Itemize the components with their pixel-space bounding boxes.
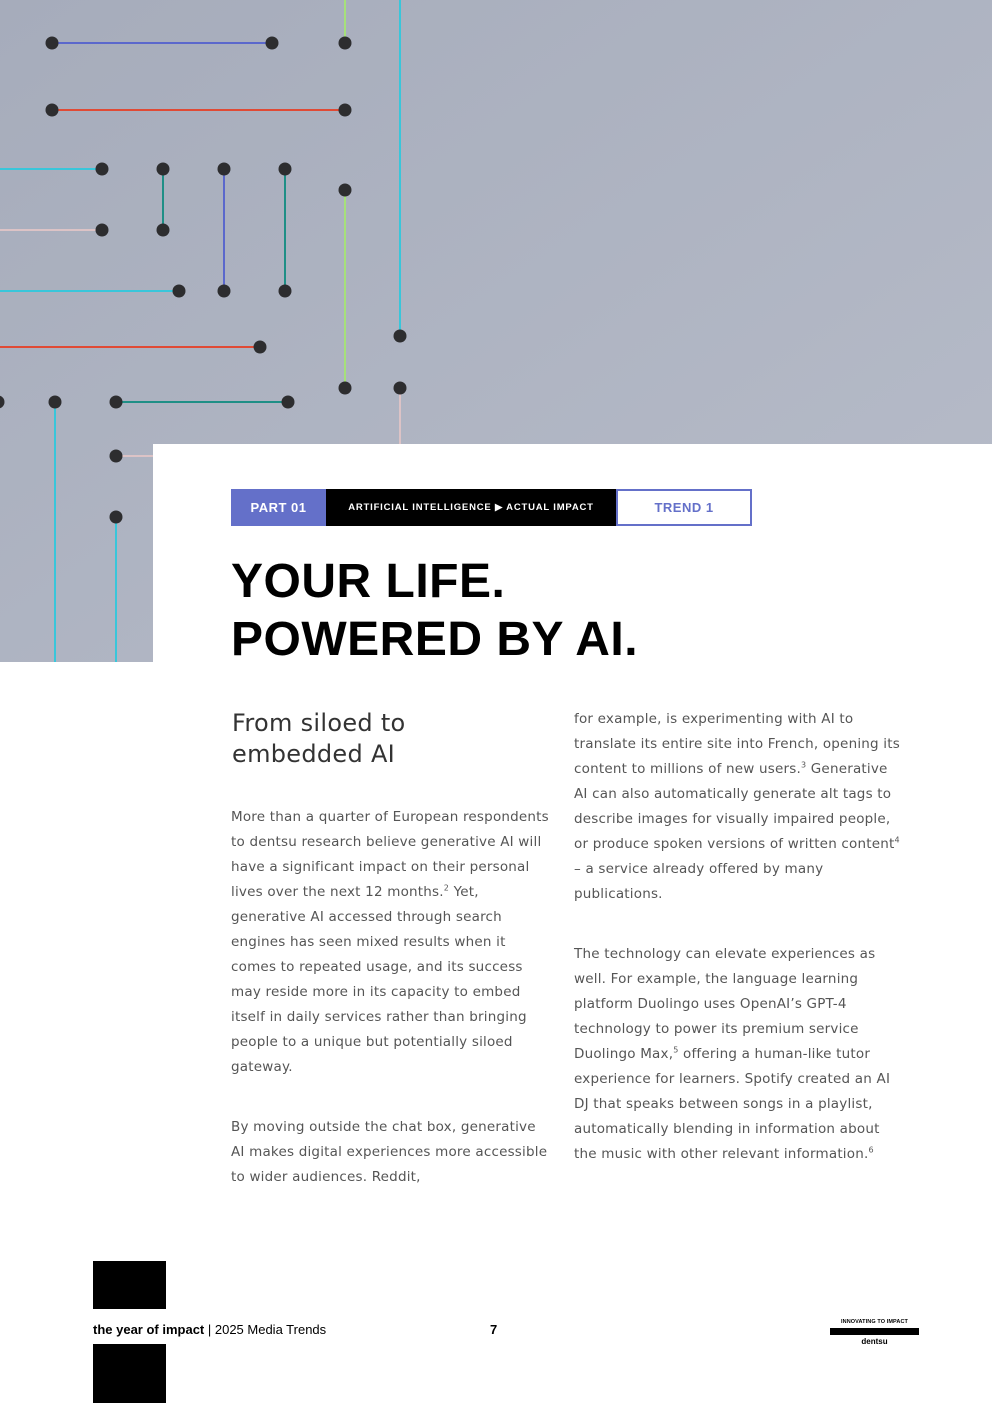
circuit-node — [218, 163, 231, 176]
footer-decor-block — [93, 1261, 166, 1309]
body-paragraph: By moving outside the chat box, generative AI makes digital experiences more accessible to wider audiences. Reddit, — [231, 1119, 548, 1185]
page-title-line-2: POWERED BY AI. — [231, 613, 639, 666]
brand-logo — [830, 1319, 919, 1346]
circuit-node — [218, 285, 231, 298]
circuit-node — [46, 104, 59, 117]
body-paragraph: More than a quarter of European respondents to dentsu research believe generative AI will have a significant impact on their personal lives over the next 12 months.$^2$ Yet, generative AI accessed through search engines has seen mixed results when it comes to repeated usage, and its success may reside more in its capacity to embed itself in daily services rather than bringing people to a unique but potentially siloed gateway. — [231, 809, 549, 1075]
brand-bar — [830, 1328, 919, 1335]
brand-name: dentsu — [861, 1337, 888, 1346]
circuit-node — [110, 450, 123, 463]
circuit-node — [339, 104, 352, 117]
circuit-node — [282, 396, 295, 409]
section-subheading: From siloed to embedded AI — [232, 709, 406, 768]
section-tag-bar — [231, 489, 752, 526]
circuit-node — [110, 511, 123, 524]
footnote-marker: 5 — [673, 1045, 679, 1055]
circuit-node — [157, 224, 170, 237]
brand-tagline: INNOVATING TO IMPACT — [841, 1319, 908, 1325]
circuit-node — [96, 224, 109, 237]
circuit-node — [279, 285, 292, 298]
circuit-node — [157, 163, 170, 176]
circuit-node — [46, 37, 59, 50]
page-title — [231, 553, 638, 669]
body-paragraph: The technology can elevate experiences as well. For example, the language learning platform Duolingo uses OpenAI’s GPT-4 technology to power its premium service Duolingo Max,$^5$ offering a human-like tutor experience for learners. Spotify created an AI DJ that speaks between songs in a playlist, automatically blending in information about the music with other relevant information.$^6$ — [574, 946, 891, 1162]
body-paragraph: for example, is experimenting with AI to translate its entire site into French, opening its content to millions of new users.$^3$ Generative AI can also automatically generate alt tags to describe images for visually impaired people, or produce spoken versions of written content$^4$ – a service already offered by many publications. — [574, 711, 900, 902]
footnote-marker: 4 — [894, 835, 900, 845]
footnote-marker: 3 — [800, 760, 807, 770]
circuit-node — [49, 396, 62, 409]
circuit-node — [279, 163, 292, 176]
footer-decor-block — [93, 1344, 166, 1403]
part-tag: PART 01 — [231, 489, 326, 526]
circuit-node — [339, 382, 352, 395]
topic-tag: ARTIFICIAL INTELLIGENCE ▶ ACTUAL IMPACT — [326, 489, 616, 526]
circuit-node — [394, 330, 407, 343]
trend-tag: TREND 1 — [616, 489, 752, 526]
footnote-marker: 6 — [868, 1145, 874, 1155]
circuit-node — [266, 37, 279, 50]
footer-report-title: the year of impact | 2025 Media Trends — [93, 1322, 327, 1337]
footnote-marker: 2 — [443, 883, 450, 893]
page-title-line-1: YOUR LIFE. — [231, 555, 506, 608]
circuit-node — [339, 37, 352, 50]
circuit-node — [394, 382, 407, 395]
circuit-node — [173, 285, 186, 298]
circuit-node — [110, 396, 123, 409]
circuit-node — [96, 163, 109, 176]
circuit-node — [254, 341, 267, 354]
page-number: 7 — [490, 1322, 498, 1337]
circuit-node — [339, 184, 352, 197]
